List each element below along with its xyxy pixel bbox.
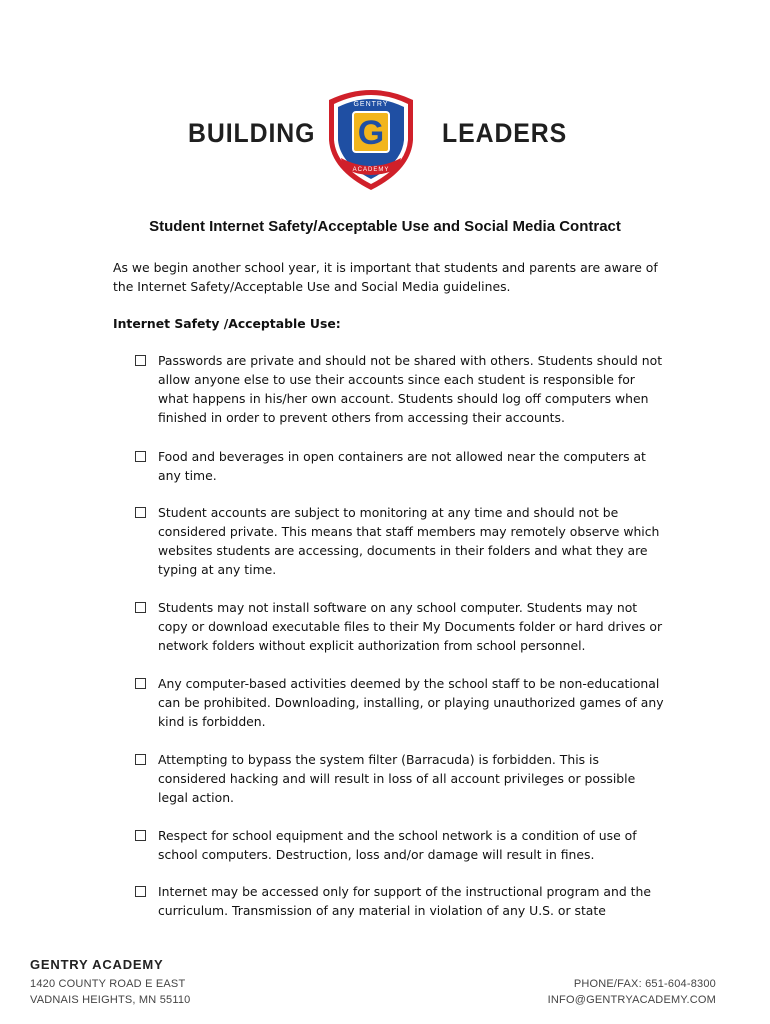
footer-school-name: GENTRY ACADEMY xyxy=(30,957,164,972)
list-item xyxy=(135,674,665,731)
checkbox-icon xyxy=(135,830,146,841)
list-item-text: Passwords are private and should not be shared with others. Students should not allow anyone else to use their accounts since each student is responsible for what happens in his/her own account. Students should log off computers when finished in order to prevent others from accessing their accounts. xyxy=(158,353,663,425)
document-title: Student Internet Safety/Acceptable Use and Social Media Contract xyxy=(149,218,621,235)
list-item-text: Food and beverages in open containers are not allowed near the computers at any time. xyxy=(158,449,646,483)
checkbox-icon xyxy=(135,602,146,613)
svg-text:ACADEMY: ACADEMY xyxy=(352,167,390,173)
footer-address-line1: 1420 COUNTY ROAD E EAST xyxy=(30,978,186,990)
list-item-text: Attempting to bypass the system filter (Barracuda) is forbidden. This is considered hacking and will result in loss of all account privileges or possible legal action. xyxy=(158,752,636,805)
checkbox-icon xyxy=(135,451,146,462)
list-item-text: Student accounts are subject to monitoring at any time and should not be considered private. This means that staff members may remotely observe which websites students are accessing, documents in their folders and what they are typing at any time. xyxy=(158,505,660,577)
list-item xyxy=(135,351,665,427)
list-item xyxy=(135,750,665,807)
list-item-text: Internet may be accessed only for support of the instructional program and the curriculum. Transmission of any material in violation of any U.S. or state xyxy=(158,884,651,918)
intro-paragraph: As we begin another school year, it is important that students and parents are aware of the Internet Safety/Acceptable Use and Social Media guidelines. xyxy=(113,260,658,294)
footer-phone: PHONE/FAX: 651-604-8300 xyxy=(573,978,716,990)
footer-email: INFO@GENTRYACADEMY.COM xyxy=(547,994,716,1006)
checkbox-icon xyxy=(135,678,146,689)
checkbox-icon xyxy=(135,886,146,897)
gentry-academy-logo-icon xyxy=(323,82,419,192)
list-item-text: Students may not install software on any school computer. Students may not copy or download executable files to their My Documents folder or hard drives or network folders without explicit authorization from school personnel. xyxy=(158,600,663,653)
header-right-word: LEADERS xyxy=(442,118,568,148)
checkbox-icon xyxy=(135,754,146,765)
list-item xyxy=(135,882,665,920)
list-item xyxy=(135,447,665,485)
svg-text:GENTRY: GENTRY xyxy=(353,101,389,108)
checkbox-icon xyxy=(135,355,146,366)
svg-text:G: G xyxy=(357,114,385,152)
list-item xyxy=(135,598,665,655)
list-item xyxy=(135,503,665,579)
list-item-text: Any computer-based activities deemed by the school staff to be non-educational can be prohibited. Downloading, installing, or playing unauthorized games of any kind is forbidden. xyxy=(158,676,664,729)
header-left-word: BUILDING xyxy=(188,118,316,148)
footer-address-line2: VADNAIS HEIGHTS, MN 55110 xyxy=(30,994,191,1006)
list-item-text: Respect for school equipment and the school network is a condition of use of school computers. Destruction, loss and/or damage will result in fines. xyxy=(158,828,637,862)
section-heading: Internet Safety /Acceptable Use: xyxy=(113,316,341,331)
checkbox-icon xyxy=(135,507,146,518)
list-item xyxy=(135,826,665,864)
